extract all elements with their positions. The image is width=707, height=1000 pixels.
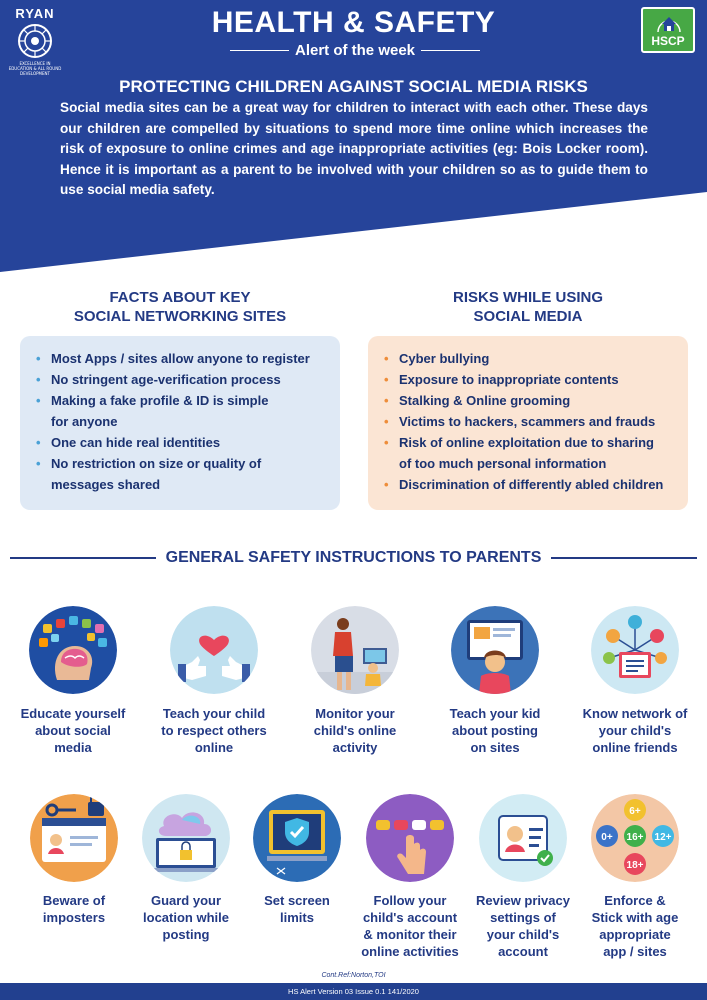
bullet-icon: • <box>36 351 41 366</box>
caption-network <box>572 705 698 756</box>
bullet-icon: • <box>36 372 41 387</box>
age-6-label: 6+ <box>629 806 641 817</box>
hscp-badge <box>641 7 695 53</box>
bullet-icon: • <box>36 456 41 471</box>
caption-privacy <box>463 892 583 960</box>
caption-line: Follow your <box>373 893 447 908</box>
list-item-text: No restriction on size or quality of <box>51 456 262 471</box>
caption-line: Beware of <box>42 893 106 908</box>
list-item <box>36 453 328 495</box>
list-item <box>384 348 676 369</box>
page-title: HEALTH & SAFETY <box>211 6 496 39</box>
list-item <box>384 474 676 495</box>
hscp-house-icon <box>656 12 682 34</box>
caption-line: child's online <box>313 723 397 738</box>
age-12-label: 12+ <box>654 832 672 843</box>
bullet-icon: • <box>384 414 389 429</box>
privacy-settings-profile-icon <box>479 794 567 882</box>
list-item <box>384 411 676 432</box>
caption-line: child's account <box>362 910 458 925</box>
list-item <box>36 348 328 369</box>
location-cloud-icon <box>142 794 230 882</box>
age-0-label: 0+ <box>601 832 613 843</box>
caption-line: limits <box>280 910 314 925</box>
list-item-text-cont: messages shared <box>51 477 161 492</box>
list-item-text: No stringent age-verification process <box>51 372 281 387</box>
social-notification-hand-icon <box>366 794 454 882</box>
caption-line: location while <box>143 910 229 925</box>
list-item-text-cont: of too much personal information <box>399 456 607 471</box>
bullet-icon: • <box>384 372 389 387</box>
hscp-label: HSCP <box>651 34 685 48</box>
footer-reference: Cont.Ref:Norton,TOI <box>321 972 386 979</box>
caption-screen-limits <box>237 892 357 926</box>
bullet-icon: • <box>36 393 41 408</box>
caption-line: Enforce & <box>604 893 666 908</box>
caption-location <box>126 892 246 943</box>
age-16-label: 16+ <box>626 832 644 843</box>
list-item-text: Stalking & Online grooming <box>399 393 571 408</box>
age-rating-icon <box>591 794 679 882</box>
caption-educate <box>11 705 135 756</box>
list-item-text-cont: for anyone <box>51 414 118 429</box>
risks-heading-line1: RISKS WHILE USING <box>452 289 603 306</box>
facts-list <box>36 348 328 495</box>
intro-text: Social media sites can be a great way for children to interact with each other. These days our children are compelled by situations to spend more time online which increases the risk of exposure to online crimes and age inappropriate activities (eg: Bois Locker room). Hence it is important as a parent to be involved with your children so as to guide them to use social media safety. <box>60 100 648 197</box>
caption-line: appropriate <box>599 927 671 942</box>
intro-heading: PROTECTING CHILDREN AGAINST SOCIAL MEDIA RISKS <box>119 77 588 96</box>
caption-line: Teach your child <box>162 706 266 721</box>
caption-line: your child's <box>486 927 560 942</box>
caption-line: Know network of <box>582 706 688 721</box>
facts-box <box>20 336 340 510</box>
risks-box <box>368 336 688 510</box>
caption-imposters <box>14 892 134 926</box>
caption-line: Monitor your <box>315 706 395 721</box>
list-item-text: Risk of online exploitation due to sharing <box>399 435 654 450</box>
caption-line: Teach your kid <box>449 706 541 721</box>
caption-line: account <box>498 944 548 959</box>
list-item-text: Exposure to inappropriate contents <box>399 372 619 387</box>
list-item <box>36 369 328 390</box>
bullet-icon: • <box>384 351 389 366</box>
risks-heading <box>368 288 688 326</box>
parent-monitoring-icon <box>311 606 399 694</box>
heading-line-right <box>551 557 697 559</box>
subtitle-line-right <box>421 50 480 52</box>
thumbs-up-heart-icon <box>170 606 258 694</box>
caption-line: Review privacy <box>476 893 570 908</box>
caption-line: Stick with age <box>591 910 679 925</box>
caption-line: to respect others <box>161 723 267 738</box>
list-item-text: One can hide real identities <box>51 435 221 450</box>
caption-line: Set screen <box>264 893 330 908</box>
kid-posting-icon <box>451 606 539 694</box>
caption-line: activity <box>332 740 378 755</box>
bullet-icon: • <box>384 477 389 492</box>
brand-tagline: EXCELLENCE IN EDUCATION & ALL ROUND DEVELOPMENT <box>8 61 62 76</box>
subtitle-row <box>230 42 480 59</box>
list-item-text: Discrimination of differently abled children <box>399 477 664 492</box>
bullet-icon: • <box>36 435 41 450</box>
list-item <box>36 390 328 432</box>
list-item-text: Most Apps / sites allow anyone to register <box>51 351 310 366</box>
age-18-label: 18+ <box>626 860 644 871</box>
caption-line: online <box>194 740 234 755</box>
facts-heading-line2: SOCIAL NETWORKING SITES <box>73 308 287 325</box>
facts-heading <box>20 288 340 326</box>
caption-line: on sites <box>470 740 520 755</box>
list-item <box>384 432 676 474</box>
caption-follow-account <box>350 892 470 960</box>
caption-line: online friends <box>592 740 678 755</box>
caption-age-apps <box>575 892 695 960</box>
list-item <box>36 432 328 453</box>
imposter-key-icon <box>30 794 118 882</box>
caption-line: media <box>54 740 92 755</box>
caption-line: posting <box>162 927 210 942</box>
caption-line: settings of <box>490 910 556 925</box>
caption-line: Educate yourself <box>20 706 126 721</box>
caption-line: app / sites <box>603 944 667 959</box>
list-item-text: Cyber bullying <box>399 351 490 366</box>
risks-list <box>384 348 676 495</box>
caption-line: Guard your <box>150 893 222 908</box>
screen-limit-shield-icon <box>253 794 341 882</box>
footer-version-bar: HS Alert Version 03 Issue 0.1 141/2020 <box>0 983 707 1000</box>
social-media-brain-icon <box>29 606 117 694</box>
general-safety-heading: GENERAL SAFETY INSTRUCTIONS TO PARENTS <box>165 549 542 566</box>
caption-line: & monitor their <box>363 927 457 942</box>
list-item <box>384 369 676 390</box>
caption-posting <box>433 705 557 756</box>
caption-line: about social <box>35 723 111 738</box>
brand-name: RYAN <box>15 6 55 21</box>
risks-heading-line2: SOCIAL MEDIA <box>473 308 583 325</box>
heading-line-left <box>10 557 156 559</box>
caption-monitor <box>293 705 417 756</box>
bullet-icon: • <box>384 435 389 450</box>
list-item <box>384 390 676 411</box>
list-item-text: Victims to hackers, scammers and frauds <box>399 414 656 429</box>
caption-line: about posting <box>452 723 538 738</box>
caption-respect <box>152 705 276 756</box>
general-safety-heading-row <box>10 549 697 567</box>
friends-network-icon <box>591 606 679 694</box>
facts-heading-line1: FACTS ABOUT KEY <box>109 289 251 306</box>
page-subtitle: Alert of the week <box>294 42 416 59</box>
subtitle-line-left <box>230 50 289 52</box>
caption-line: online activities <box>361 944 459 959</box>
caption-line: your child's <box>598 723 672 738</box>
bullet-icon: • <box>384 393 389 408</box>
caption-line: imposters <box>42 910 106 925</box>
list-item-text: Making a fake profile & ID is simple <box>51 393 269 408</box>
